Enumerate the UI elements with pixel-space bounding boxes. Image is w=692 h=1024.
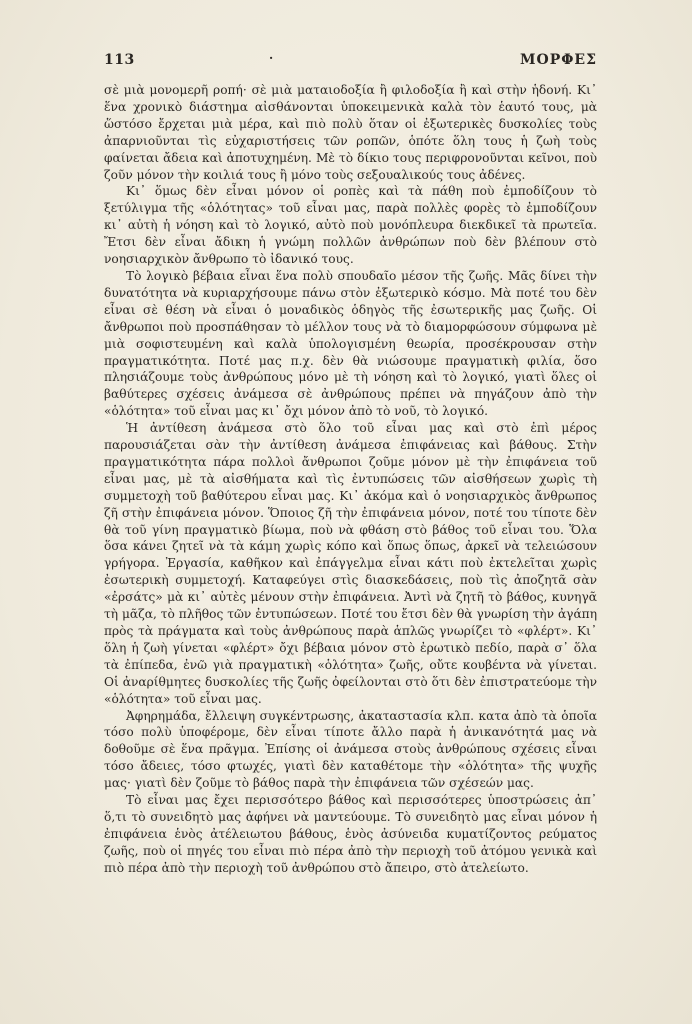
paragraph: Τὸ εἶναι μας ἔχει περισσότερο βάθος καὶ περισσότερες ὑποστρώσεις ἀπ᾿ ὅ,τι τὸ συνειδητὸ μας ἀφήνει νὰ μαντεύουμε. Τὸ συνειδητὸ μας εἶναι μόνον ἡ ἐπιφάνεια ἑνὸς ἀτέλειωτου βάθους, ἑνὸς ἀσύνειδα κυματίζοντος ρεύματος ζωῆς, ποὺ οἱ πηγές του εἶναι πιὸ πέρα ἀπὸ τὴν περιοχὴ τοῦ ἀτόμου γενικὰ καὶ πιὸ πέρα ἀπὸ τὴν περιοχὴ τοῦ ἀνθρώπου στὸ ἄπειρο, στὸ ἀτελείωτο. [104,793,597,875]
text-body [104,82,597,877]
page-header [104,52,597,72]
paragraph: Τὸ λογικὸ βέβαια εἶναι ἕνα πολὺ σπουδαῖο μέσον τῆς ζωῆς. Μᾶς δίνει τὴν δυνατότητα νὰ κυριαρχήσουμε πάνω στὸν ἐξωτερικὸ κόσμο. Μὰ ποτέ του δὲν εἶναι σὲ θέση νὰ εἶναι ὁ μοναδικὸς ὁδηγὸς τῆς ἐσωτερικῆς μας ζωῆς. Οἱ ἄνθρωποι ποὺ προσπάθησαν τὸ μέλλον τους νὰ τὸ διαμορφώσουν σύμφωνα μὲ μιὰ σοφιστευμένη καὶ καλὰ ὑπολογισμένη θεωρία, προσέκρουσαν στὴν πραγματικότητα. Ποτέ μας π.χ. δὲν θὰ νιώσουμε πραγματικὴ φιλία, ὅσο πλησιάζουμε τοὺς ἀνθρώπους μόνο μὲ τὴ νόηση καὶ τὸ λογικό, γιατὶ ὅλες οἱ βαθύτερες σχέσεις ἀνάμεσα σὲ ἀνθρώπους πρέπει νὰ πηγάζουν ἀπὸ τὴν «ὁλότητα» τοῦ εἶναι μας κι᾿ ὄχι μόνον ἀπὸ τὸ νοῦ, τὸ λογικό. [104,268,597,419]
paragraph: Ἡ ἀντίθεση ἀνάμεσα στὸ ὅλο τοῦ εἶναι μας καὶ στὸ ἐπὶ μέρος παρουσιάζεται σὰν τὴν ἀντίθεση ἀνάμεσα ἐπιφάνειας καὶ βάθους. Στὴν πραγματικότητα πάρα πολλοὶ ἄνθρωποι ζοῦμε μόνον μὲ τὴν ἐπιφάνεια τοῦ εἶναι μας, μὲ τὰ αἰσθήματα καὶ τὶς ἐντυπώσεις τῶν αἰσθήσεων χωρὶς τὴ συμμετοχὴ τοῦ βαθύτερου εἶναι μας. Κι᾿ ἀκόμα καὶ ὁ νοησιαρχικὸς ἄνθρωπος ζῆ στὴν ἐπιφάνεια μόνον. Ὅποιος ζῆ τὴν ἐπιφάνεια μόνον, ποτέ του τίποτε δὲν θὰ τοῦ γίνη πραγματικὸ βίωμα, ποὺ νὰ φθάση στὸ βάθος τοῦ εἶναι του. Ὅλα ὅσα κάνει ζητεῖ νὰ τὰ κάμη χωρὶς κόπο καὶ ὅπως ὅπως, ἀρκεῖ νὰ τελειώσουν γρήγορα. Ἐργασία, καθῆκον καὶ ἐπάγγελμα εἶναι κάτι ποὺ ἐκτελεῖται χωρὶς ἐσωτερικὴ συμμετοχή. Καταφεύγει στὶς διασκεδάσεις, ποὺ τὶς ἀποζητᾶ σὰν «ἐρσάτς» μὰ κι᾿ αὐτὲς μένουν στὴν ἐπιφάνεια. Ἀντὶ νὰ ζητῆ τὸ βάθος, κυνηγᾶ τὴ μᾶζα, τὸ πλῆθος τῶν ἐντυπώσεων. Ποτέ του ἔτσι δὲν θὰ γνωρίση τὴν ἀγάπη πρὸς τὰ πράγματα καὶ τοὺς ἀνθρώπους παρὰ ἁπλῶς γνωρίζει τὸ «φλέρτ». Κι᾿ ὅλη ἡ ζωὴ γίνεται «φλέρτ» ὄχι βέβαια μόνον στὸ ἐρωτικὸ πεδίο, παρὰ σ᾿ ὅλα τὰ ἐπίπεδα, ἐνῶ γιὰ πραγματικὴ «ὁλότητα» ζωῆς, οὔτε κουβέντα νὰ γίνεται. Οἱ ἀναρίθμητες δυσκολίες τῆς ζωῆς ὀφείλονται στὸ ὅτι δὲν ἐπιστρατεύομε τὴν «ὁλότητα» τοῦ εἶναι μας. [104,421,597,706]
paragraph: σὲ μιὰ μονομερῆ ροπή· σὲ μιὰ ματαιοδοξία ἢ φιλοδοξία ἢ καὶ στὴν ἡδονή. Κι᾿ ἕνα χρονικὸ διάστημα αἰσθάνονται ὑποκειμενικὰ καλὰ τὸν ἑαυτό τους, μὰ ὥστόσο ἔρχεται μιὰ μέρα, καὶ πιὸ πολὺ ὅταν οἱ ἐξωτερικὲς δυσκολίες τοὺς ἀπαρνιοῦνται τὶς εὐχαριστήσεις τῶν ροπῶν, ὁπότε ὅλη τους ἡ ζωὴ τοὺς φαίνεται ἄδεια καὶ ἀποτυχημένη. Μὲ τὸ δίκιο τους περιφρονοῦνται κεῖνοι, ποὺ ζοῦν μόνον τὴν κοιλιά τους ἢ μόνο τοὺς σεξουαλικούς τους ἀδένες. [104,83,597,182]
paragraph: Ἀφηρημάδα, ἔλλειψη συγκέντρωσης, ἀκαταστασία κλπ. κατα ἀπὸ τὰ ὁποῖα τόσο πολὺ ὑποφέρομε, δὲν εἶναι τίποτε ἄλλο παρὰ ἡ ἀνικανότητά μας νὰ δοθοῦμε σὲ ἕνα πρᾶγμα. Ἐπίσης οἱ ἀνάμεσα στοὺς ἀνθρώπους σχέσεις εἶναι τόσο ἄδειες, τόσο φτωχές, γιατὶ δὲν καταθέτομε τὴν «ὁλότητα» τῆς ψυχῆς μας· γιατὶ δὲν ζοῦμε τὸ βάθος παρὰ τὴν ἐπιφάνεια τῶν σχέσεών μας. [104,708,597,791]
page-number: 113 [104,52,135,68]
paragraph: Κι᾿ ὅμως δὲν εἶναι μόνον οἱ ροπὲς καὶ τὰ πάθη ποὺ ἐμποδίζουν τὸ ξετύλιγμα τῆς «ὁλότητας» τοῦ εἶναι μας, παρὰ πολλὲς φορὲς τὸ ἐμποδίζουν κι᾿ αὐτὴ ἡ νόηση καὶ τὸ λογικό, αὐτὸ ποὺ μονόπλευρα διεκδικεῖ τὰ πρωτεῖα. Ἔτσι δὲν εἶναι ἄδικη ἡ γνώμη πολλῶν ἀνθρώπων ποὺ δὲν βλέπουν στὸ νοησιαρχικὸν ἄνθρωπο τὸ ἰδανικό τους. [104,184,597,267]
header-dot: · [269,51,274,65]
running-title: ΜΟΡΦΕΣ [520,52,597,68]
